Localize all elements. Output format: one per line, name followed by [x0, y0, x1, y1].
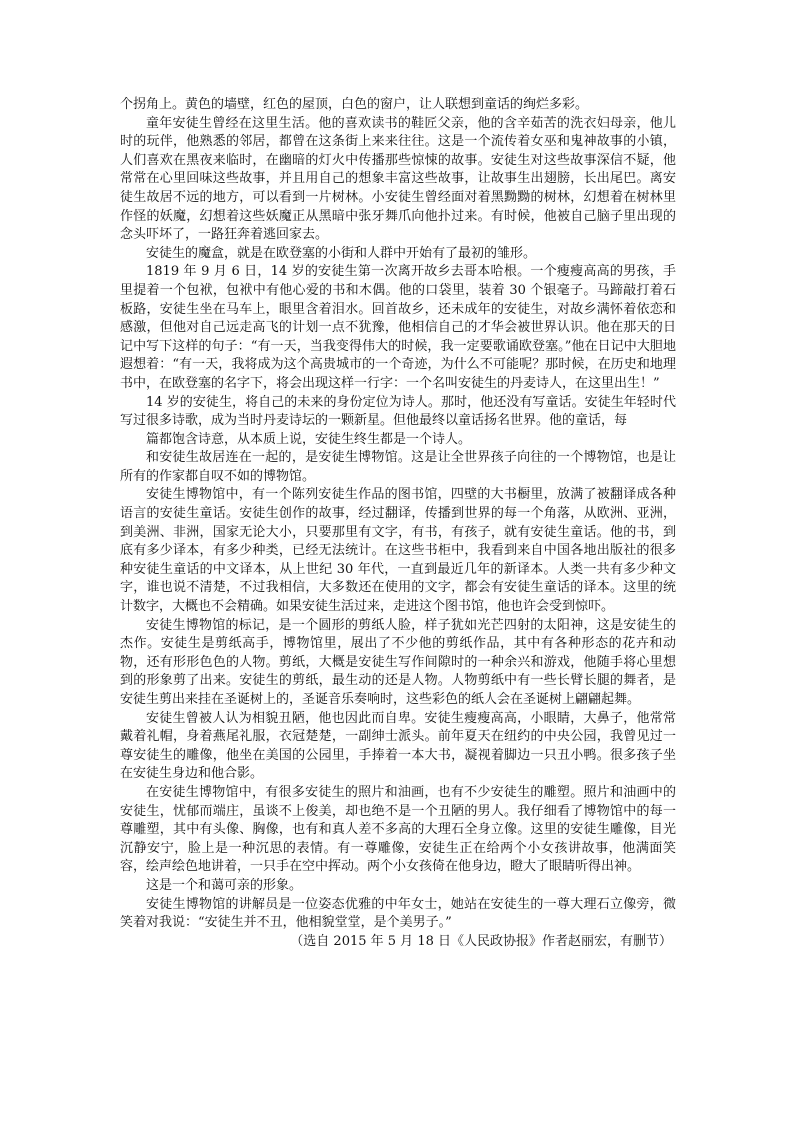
paragraph: 安徒生曾被人认为相貌丑陋，他也因此而自卑。安徒生瘦瘦高高，小眼睛，大鼻子，他常常戴着礼帽，身着燕尾礼服，衣冠楚楚，一副绅士派头。前年夏天在纽约的中央公园，我曾见过一尊安徒生的雕像，他坐在美国的公园里，手捧着一本大书，凝视着脚边一只丑小鸭。很多孩子坐在安徒生身边和他合影。: [120, 710, 676, 782]
paragraph: 14 岁的安徒生，将自己的未来的身份定位为诗人。那时，他还没有写童话。安徒生年轻时代写过很多诗歌，成为当时丹麦诗坛的一颗新星。但他最终以童话扬名世界。他的童话，每: [120, 394, 676, 429]
article: [120, 96, 676, 951]
paragraph: 在安徒生博物馆中，有很多安徒生的照片和油画，也有不少安徒生的雕塑。照片和油画中的安徒生，忧郁而端庄，虽谈不上俊美，却也绝不是一个丑陋的男人。我仔细看了博物馆中的每一尊雕塑，其中有头像、胸像，也有和真人差不多高的大理石全身立像。这里的安徒生雕像，目光沉静安宁，脸上是一种沉思的表情。有一尊雕像，安徒生正在给两个小女孩讲故事，他满面笑容，绘声绘色地讲着，一只手在空中挥动。两个小女孩倚在他身边，瞪大了眼睛听得出神。: [120, 784, 676, 875]
paragraph: 童年安徒生曾经在这里生活。他的喜欢读书的鞋匠父亲，他的含辛茹苦的洗衣妇母亲，他儿时的玩伴，他熟悉的邻居，都曾在这条街上来来往往。这是一个流传着女巫和鬼神故事的小镇，人们喜欢在黑夜来临时，在幽暗的灯火中传播那些惊悚的故事。安徒生对这些故事深信不疑，他常常在心里回味这些故事，并且用自己的想象丰富这些故事，让故事生出翅膀，长出尾巴。离安徒生故居不远的地方，可以看到一片树林。小安徒生曾经面对着黑黝黝的树林，幻想着在树林里作怪的妖魔，幻想着这些妖魔正从黑暗中张牙舞爪向他扑过来。有时候，他被自己脑子里出现的念头吓坏了，一路狂奔着逃回家去。: [120, 115, 676, 243]
source-citation: （选自 2015 年 5 月 18 日《人民政协报》作者赵丽宏，有删节）: [290, 933, 672, 949]
paragraph: 安徒生博物馆的标记，是一个圆形的剪纸人脸，样子犹如光芒四射的太阳神，这是安徒生的杰作。安徒生是剪纸高手，博物馆里，展出了不少他的剪纸作品，其中有各种形态的花卉和动物，还有形形色色的人物。剪纸，大概是安徒生写作间隙时的一种余兴和游戏，他随手将心里想到的形象剪了出来。安徒生的剪纸，最生动的还是人物。人物剪纸中有一些长臂长腿的舞者，是安徒生剪出来挂在圣诞树上的，圣诞音乐奏响时，这些彩色的纸人会在圣诞树上翩翩起舞。: [120, 617, 676, 707]
paragraph: 这是一个和蔼可亲的形象。: [146, 877, 303, 893]
paragraph: 个拐角上。黄色的墙壁，红色的屋顶，白色的窗户，让人联想到童话的绚烂多彩。: [120, 97, 589, 112]
paragraph: 1819 年 9 月 6 日，14 岁的安徒生第一次离开故乡去哥本哈根。一个瘦瘦高高的男孩，手里提着一个包袱，包袱中有他心爱的书和木偶。他的口袋里，装着 30 个银毫子。马蹄敲打着石板路，安徒生坐在马车上，眼里含着泪水。回首故乡，还未成年的安徒生，对故乡满怀着依恋和感激，但他对自己远走高飞的计划一点不犹豫，他相信自己的才华会被世界认识。他在那天的日记中写下这样的句子：“有一天，当我变得伟大的时候，我一定要歌诵欧登塞。”他在日记中大胆地遐想着：“有一天，我将成为这个高贵城市的一个奇迹，为什么不可能呢？那时候，在历史和地理书中，在欧登塞的名字下，将会出现这样一行字：一个名叫安徒生的丹麦诗人，在这里出生！”: [120, 264, 676, 391]
paragraph: 和安徒生故居连在一起的，是安徒生博物馆。这是让全世界孩子向往的一个博物馆，也是让所有的作家都自叹不如的博物馆。: [120, 450, 676, 484]
paragraph: 篇都饱含诗意，从本质上说，安徒生终生都是一个诗人。: [146, 431, 472, 447]
paragraph: 安徒生的魔盒，就是在欧登塞的小街和人群中开始有了最初的雏形。: [146, 245, 537, 261]
paragraph: 安徒生博物馆的讲解员是一位姿态优雅的中年女士，她站在安徒生的一尊大理石立像旁，微笑着对我说：“安徒生并不丑，他相貌堂堂，是个美男子。”: [120, 896, 676, 931]
paragraph: 安徒生博物馆中，有一个陈列安徒生作品的图书馆，四壁的大书橱里，放满了被翻译成各种语言的安徒生童话。安徒生创作的故事，经过翻译，传播到世界的每一个角落，从欧洲、亚洲，到美洲、非洲，国家无论大小，只要那里有文字，有书，有孩子，就有安徒生童话。他的书，到底有多少译本，有多少种类，已经无法统计。在这些书柜中，我看到来自中国各地出版社的很多种安徒生童话的中文译本，从上世纪 30 年代，一直到最近几年的新译本。人类一共有多少种文字，谁也说不清楚，不过我相信，大多数还在使用的文字，都会有安徒生童话的译本。这里的统计数字，大概也不会精确。如果安徒生活过来，走进这个图书馆，他也许会受到惊吓。: [120, 487, 676, 615]
